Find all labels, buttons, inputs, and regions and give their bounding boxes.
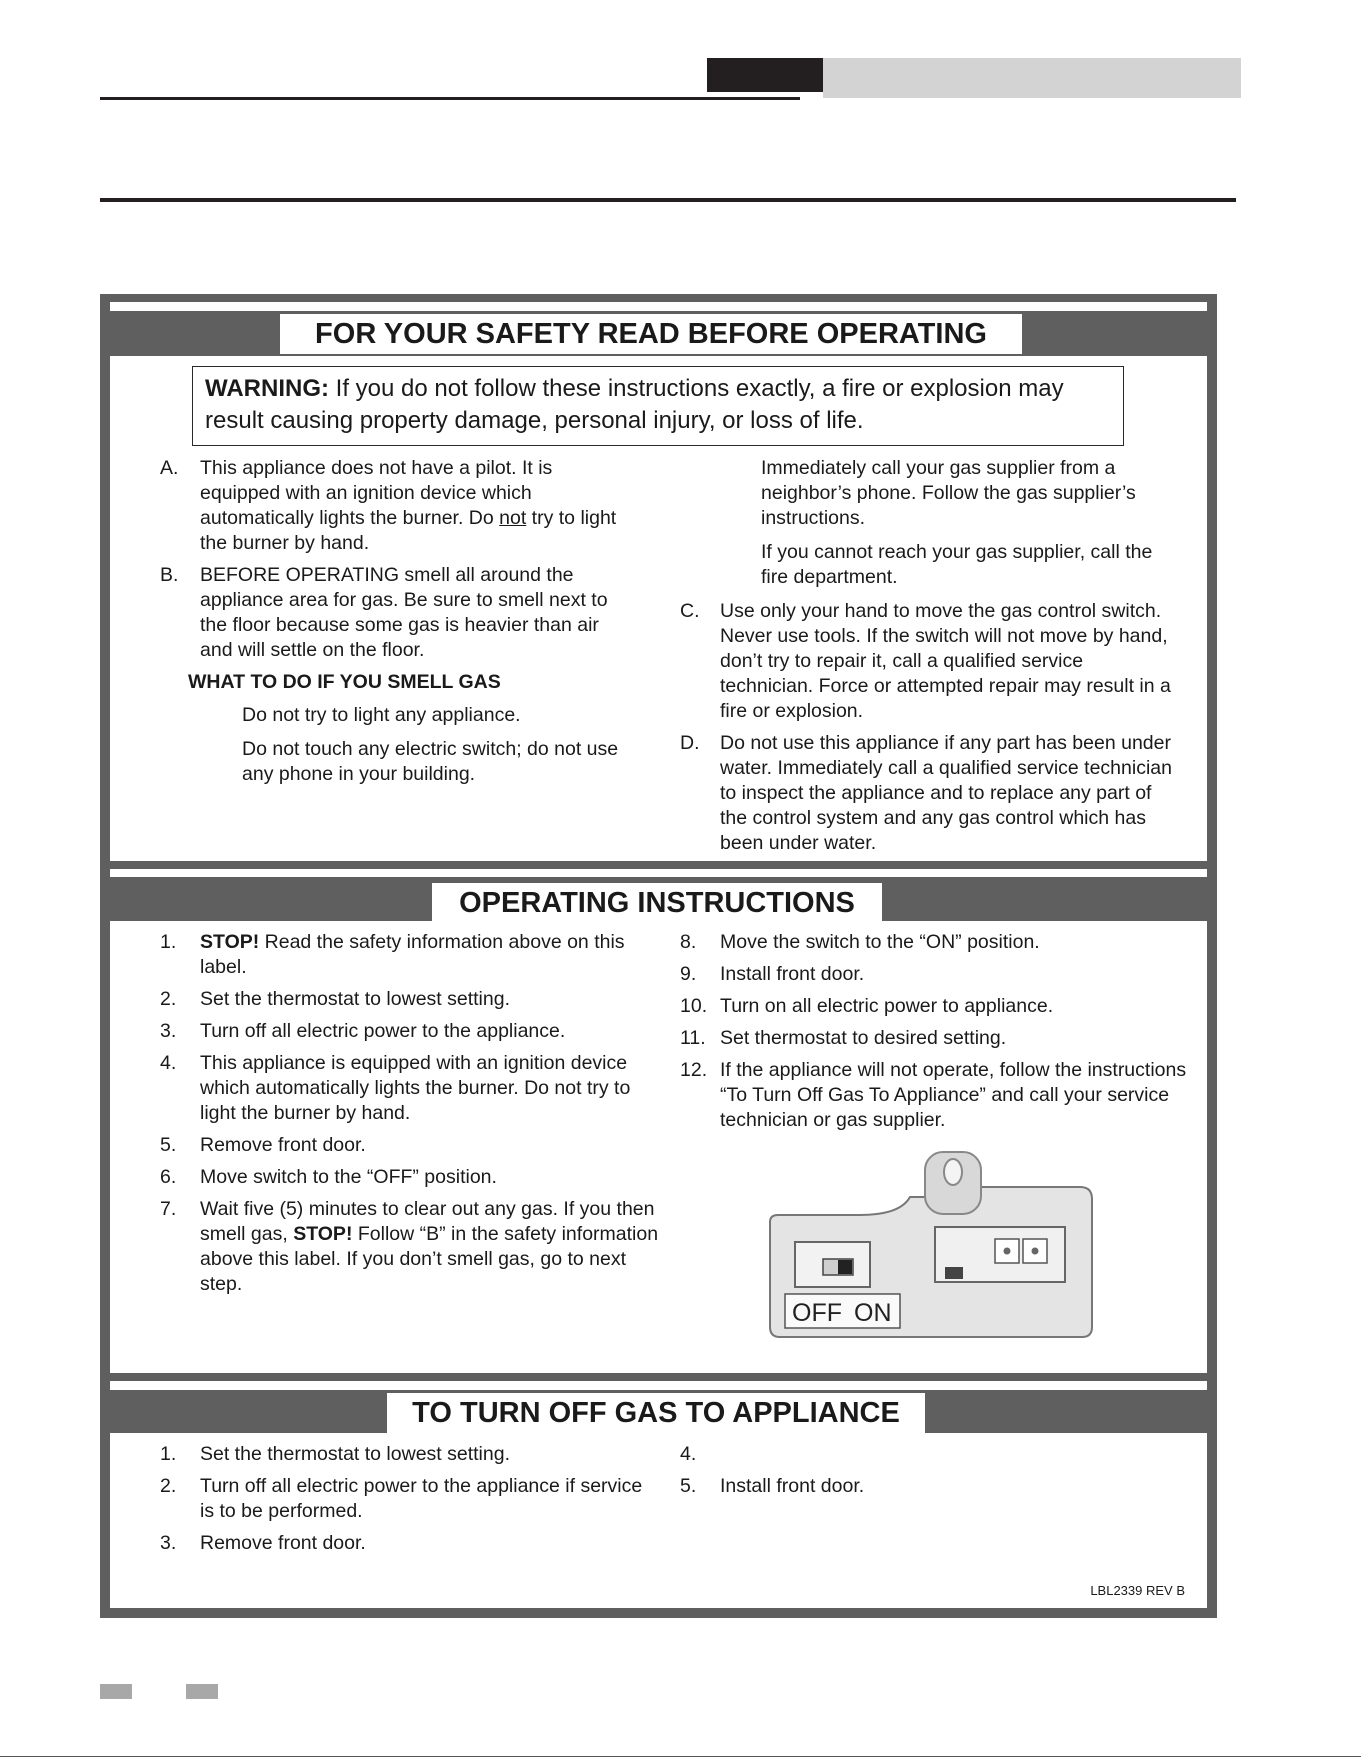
turnoff-step: 5. Install front door. [680,1475,865,1497]
operating-step: 1. STOP! Read the safety information above on this label. [160,931,625,978]
bottom-rule [0,1756,1361,1757]
operating-step: 11. Set thermostat to desired setting. [680,1027,1007,1049]
safety-left-column [160,456,620,796]
safety-panel [110,356,1207,861]
smell-step: If you cannot reach your gas supplier, call the fire department. [761,541,1153,588]
safety-right-column [680,456,1180,863]
safety-item-d: D. Do not use this appliance if any part has been under water. Immediately call a qualified service technician to inspect the appliance and to replace any part of the control system and any gas control which has been under water. [680,732,1172,854]
operating-left-column [160,930,660,1304]
operating-title: OPERATING INSTRUCTIONS [432,883,882,923]
operating-top-strip [110,869,1207,877]
warning-box [192,366,1124,446]
switch-on-label: ON [854,1299,892,1327]
terminal-pin [1004,1248,1011,1255]
title-rule [100,198,1236,202]
smell-step: Do not try to light any appliance. [242,704,521,726]
smell-step: Immediately call your gas supplier from a neighbor’s phone. Follow the gas supplier’s instructions. [761,457,1136,529]
header-tab-dark [707,58,823,92]
warning-text: If you do not follow these instructions exactly, a fire or explosion may result causing property damage, personal injury, or loss of life. [205,375,1064,434]
safety-item-a: A. This appliance does not have a pilot. It is equipped with an ignition device which automatically lights the burner. Do not try to light the burner by hand. [160,457,617,554]
operating-step: 4. This appliance is equipped with an ignition device which automatically lights the burner. Do not try to light the burner by hand. [160,1052,631,1124]
operating-step: 2. Set the thermostat to lowest setting. [160,988,510,1010]
operating-step: 5. Remove front door. [160,1134,366,1156]
operating-step: 12. If the appliance will not operate, follow the instructions “To Turn Off Gas To Appliance” and call your service technician or gas supplier. [680,1059,1187,1131]
switch-lever [838,1260,852,1274]
turnoff-title: TO TURN OFF GAS TO APPLIANCE [387,1393,925,1433]
turnoff-step: 4. [680,1443,697,1465]
turnoff-panel [110,1433,1207,1608]
safety-top-strip [110,302,1207,311]
smell-step: Do not touch any electric switch; do not use any phone in your building. [242,738,619,785]
header-tab-gray [823,58,1241,98]
operating-step: 9. Install front door. [680,963,865,985]
turnoff-step: 3. Remove front door. [160,1532,366,1554]
operating-panel [110,921,1207,1373]
switch-off-label: OFF [792,1299,842,1327]
gas-control-switch-illustration [750,1127,1130,1357]
turnoff-step: 2. Turn off all electric power to the appliance if service is to be performed. [160,1475,643,1522]
safety-title: FOR YOUR SAFETY READ BEFORE OPERATING [280,314,1022,354]
footer-marker [186,1684,218,1699]
terminal-pin [1032,1248,1039,1255]
turnoff-top-strip [110,1381,1207,1390]
label-code: LBL2339 REV B [1090,1583,1185,1598]
operating-step: 8. Move the switch to the “ON” position. [680,931,1040,953]
turnoff-right-column [680,1442,1180,1506]
operating-right-column [680,930,1190,1140]
safety-item-c: C. Use only your hand to move the gas control switch. Never use tools. If the switch will not move by hand, don’t try to repair it, call a qualified service technician. Force or attempted repair may result in a fire or explosion. [680,600,1171,722]
operating-step: 3. Turn off all electric power to the appliance. [160,1020,566,1042]
smell-gas-heading: WHAT TO DO IF YOU SMELL GAS [188,671,501,693]
header-rule [100,97,800,100]
operating-step: 6. Move switch to the “OFF” position. [160,1166,497,1188]
warning-label: WARNING: [205,375,329,402]
turnoff-left-column [160,1442,660,1563]
connector-mark [945,1267,963,1279]
mounting-hole [944,1159,962,1185]
safety-label [100,294,1217,1618]
operating-step: 10. Turn on all electric power to appliance. [680,995,1054,1017]
footer-marker [100,1684,132,1699]
safety-item-b: B. BEFORE OPERATING smell all around the appliance area for gas. Be sure to smell next to the floor because some gas is heavier than air and will settle on the floor. [160,564,608,661]
operating-step: 7. Wait five (5) minutes to clear out any gas. If you then smell gas, STOP! Follow “B” in the safety information above this label. If you don’t smell gas, go to next step. [160,1198,659,1295]
turnoff-step: 1. Set the thermostat to lowest setting. [160,1443,510,1465]
